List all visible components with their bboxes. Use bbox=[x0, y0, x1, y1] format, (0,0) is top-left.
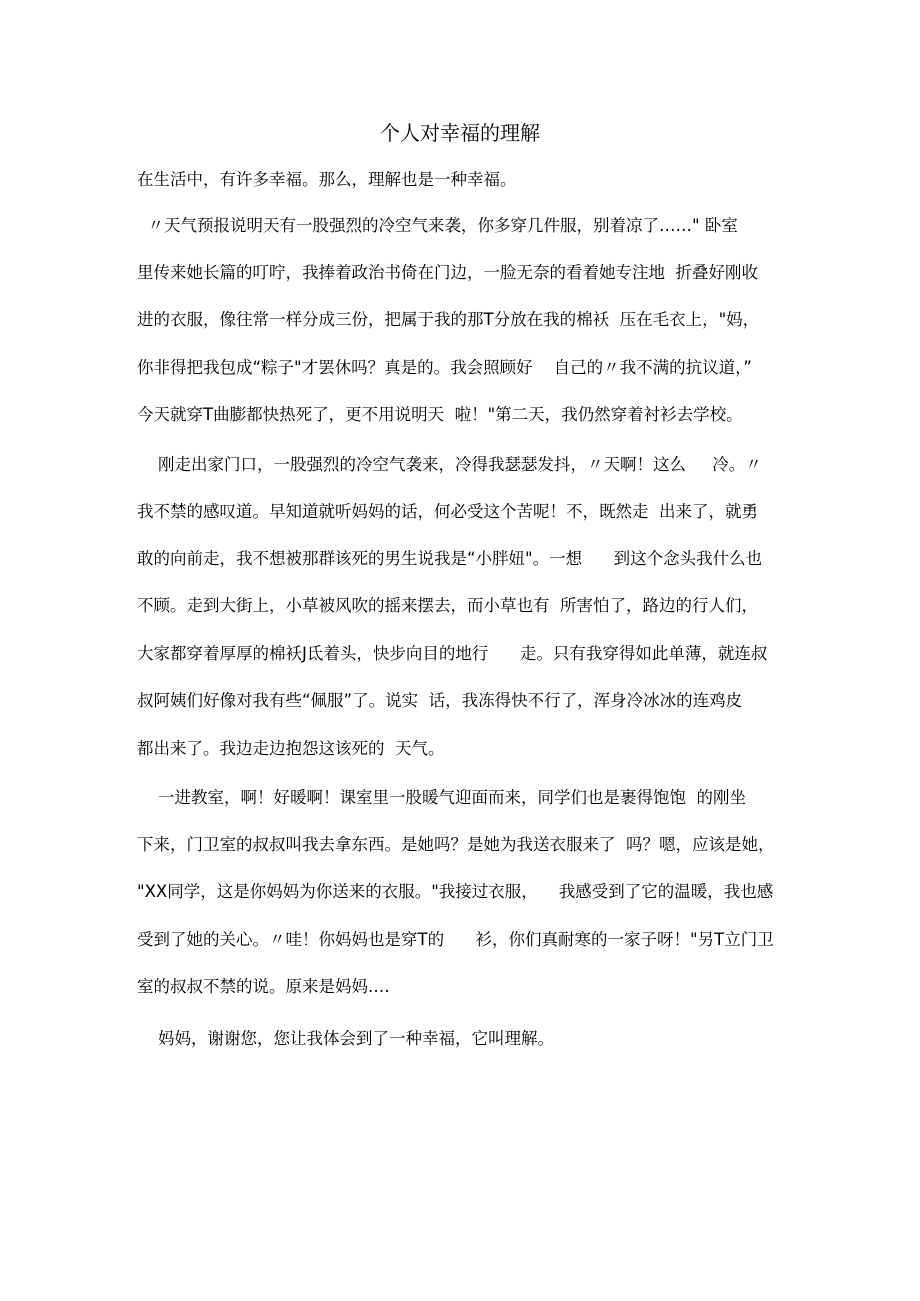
text-line: 不顾。走到大街上，小草被风吹的摇来摆去，而小草也有 所害怕了，路边的行人们， bbox=[137, 596, 758, 615]
text-line: 下来，门卫室的叔叔叫我去拿东西。是她吗？是她为我送衣服来了 吗？嗯，应该是她， bbox=[137, 835, 775, 854]
text-line: 今天就穿T曲膨都快热死了，更不用说明天 啦！"第二天，我仍然穿着衬衫去学校。 bbox=[137, 405, 743, 424]
text-line: 你非得把我包成“粽子"才罢休吗？真是的。我会照顾好 自己的〃我不满的抗议道，” bbox=[137, 358, 752, 377]
text-line: 叔阿姨们好像对我有些“佩服”了。说实 话，我冻得快不行了，浑身冷冰冰的连鸡皮 bbox=[137, 691, 743, 710]
text-line: 受到了她的关心。〃哇！你妈妈也是穿T的 衫，你们真耐寒的一家子呀！"另T立门卫 bbox=[137, 930, 774, 949]
text-line: 室的叔叔不禁的说。原来是妈妈.… bbox=[137, 977, 390, 996]
text-line: 在生活中，有许多幸福。那么，理解也是一种幸福。 bbox=[137, 170, 517, 189]
text-line: 一进教室，啊！好暖啊！课室里一股暖气迎面而来，同学们也是裹得饱饱 的刚坐 bbox=[137, 788, 746, 807]
text-line: "XX同学，这是你妈妈为你送来的衣服。"我接过衣服， 我感受到了它的温暖，我也感 bbox=[137, 882, 774, 901]
text-line: 敢的向前走，我不想被那群该死的男生说我是“小胖妞"。一想 到这个念头我什么也 bbox=[137, 549, 763, 568]
text-line: 妈妈，谢谢您，您让我体会到了一种幸福，它叫理解。 bbox=[137, 1029, 554, 1048]
text-line: 〃天气预报说明天有一股强烈的冷空气来袭，你多穿几件服，别着凉了……" 卧室 bbox=[137, 216, 738, 235]
text-line: 进的衣服，像往常一样分成三份，把属于我的那T分放在我的棉袄 压在毛衣上，"妈， bbox=[137, 310, 760, 329]
text-line: 大家都穿着厚厚的棉袄J氐着头，快步向目的地行 走。只有我穿得如此单薄，就连叔 bbox=[137, 644, 768, 663]
text-line: 我不禁的感叹道。早知道就听妈妈的话，何必受这个苦呢！不，既然走 出来了，就勇 bbox=[137, 502, 758, 521]
document-title: 个人对幸福的理解 bbox=[380, 121, 540, 145]
text-line: 刚走出家门口，一股强烈的冷空气袭来，冷得我瑟瑟发抖，〃天啊！这么 冷。〃 bbox=[137, 455, 762, 474]
text-line: 里传来她长篇的叮咛，我捧着政治书倚在门边，一脸无奈的看着她专注地 折叠好刚收 bbox=[137, 263, 758, 282]
text-line: 都出来了。我边走边抱怨这该死的 天气。 bbox=[137, 739, 445, 758]
